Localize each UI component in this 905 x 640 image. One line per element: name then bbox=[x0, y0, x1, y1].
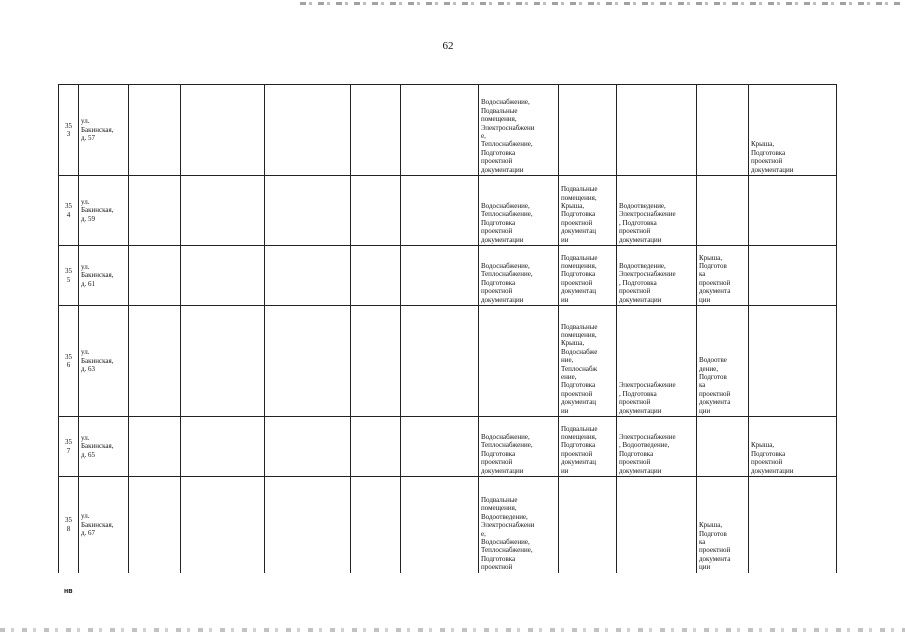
works-cell-b bbox=[559, 85, 617, 176]
empty-cell bbox=[351, 246, 401, 306]
empty-cell bbox=[265, 417, 351, 477]
works-cell-e bbox=[749, 246, 837, 306]
row-address: ул. Бакинская, д. 59 bbox=[79, 176, 129, 246]
footer-mark: нв bbox=[64, 588, 73, 595]
works-cell-e bbox=[749, 477, 837, 573]
empty-cell bbox=[351, 176, 401, 246]
empty-cell bbox=[265, 176, 351, 246]
works-cell-c bbox=[617, 85, 697, 176]
table-row bbox=[59, 246, 837, 306]
empty-cell bbox=[401, 306, 479, 417]
works-cell-b bbox=[559, 477, 617, 573]
empty-cell bbox=[181, 176, 265, 246]
empty-cell bbox=[401, 85, 479, 176]
scan-artifact-bottom bbox=[0, 628, 905, 632]
empty-cell bbox=[265, 306, 351, 417]
works-cell-a: Водоснабжение, Теплоснабжение, Подготовка проектной документации bbox=[479, 417, 559, 477]
works-cell-a bbox=[479, 306, 559, 417]
repair-schedule-table bbox=[58, 84, 837, 573]
page-number: 62 bbox=[442, 40, 454, 52]
row-number: 35 5 bbox=[59, 246, 79, 306]
works-cell-e: Крыша, Подготовка проектной документации bbox=[749, 85, 837, 176]
row-number: 35 6 bbox=[59, 306, 79, 417]
empty-cell bbox=[129, 306, 181, 417]
works-cell-d: Крыша, Подготов ка проектной документа ции bbox=[697, 477, 749, 573]
works-cell-d: Крыша, Подготов ка проектной документа ции bbox=[697, 246, 749, 306]
works-cell-c bbox=[617, 477, 697, 573]
empty-cell bbox=[181, 417, 265, 477]
works-cell-a: Водоснабжение, Подвальные помещения, Электроснабжени е, Теплоснабжение, Подготовка проектной документации bbox=[479, 85, 559, 176]
row-number: 35 8 bbox=[59, 477, 79, 573]
table-row bbox=[59, 85, 837, 176]
works-cell-e bbox=[749, 176, 837, 246]
empty-cell bbox=[129, 85, 181, 176]
row-number: 35 4 bbox=[59, 176, 79, 246]
scan-artifact-top bbox=[300, 2, 900, 5]
empty-cell bbox=[401, 246, 479, 306]
empty-cell bbox=[351, 306, 401, 417]
works-cell-a: Водоснабжение, Теплоснабжение, Подготовка проектной документации bbox=[479, 246, 559, 306]
empty-cell bbox=[351, 85, 401, 176]
empty-cell bbox=[129, 417, 181, 477]
works-cell-d bbox=[697, 176, 749, 246]
table-row bbox=[59, 477, 837, 573]
row-address: ул. Бакинская, д. 67 bbox=[79, 477, 129, 573]
works-cell-e bbox=[749, 306, 837, 417]
works-cell-a: Подвальные помещения, Водоотведение, Электроснабжени е, Водоснабжение, Теплоснабжение, Подготовка проектной bbox=[479, 477, 559, 573]
row-number: 35 7 bbox=[59, 417, 79, 477]
row-address: ул. Бакинская, д. 57 bbox=[79, 85, 129, 176]
table-row bbox=[59, 417, 837, 477]
row-number: 35 3 bbox=[59, 85, 79, 176]
empty-cell bbox=[181, 85, 265, 176]
empty-cell bbox=[351, 477, 401, 573]
row-address: ул. Бакинская, д. 61 bbox=[79, 246, 129, 306]
works-cell-b: Подвальные помещения, Подготовка проектной документац ии bbox=[559, 246, 617, 306]
works-cell-c: Электроснабжение , Водоотведение, Подготовка проектной документации bbox=[617, 417, 697, 477]
table-row bbox=[59, 306, 837, 417]
works-cell-b: Подвальные помещения, Крыша, Водоснабже ние, Теплоснабж ение, Подготовка проектной документац ии bbox=[559, 306, 617, 417]
empty-cell bbox=[265, 477, 351, 573]
row-address: ул. Бакинская, д. 65 bbox=[79, 417, 129, 477]
empty-cell bbox=[401, 417, 479, 477]
works-cell-d bbox=[697, 85, 749, 176]
works-cell-d bbox=[697, 417, 749, 477]
works-cell-e: Крыша, Подготовка проектной документации bbox=[749, 417, 837, 477]
table-row bbox=[59, 176, 837, 246]
empty-cell bbox=[351, 417, 401, 477]
works-cell-c: Электроснабжение , Подготовка проектной документации bbox=[617, 306, 697, 417]
works-cell-c: Водоотведение, Электроснабжение , Подготовка проектной документации bbox=[617, 176, 697, 246]
empty-cell bbox=[129, 246, 181, 306]
empty-cell bbox=[181, 477, 265, 573]
empty-cell bbox=[265, 85, 351, 176]
empty-cell bbox=[129, 477, 181, 573]
row-address: ул. Бакинская, д. 63 bbox=[79, 306, 129, 417]
empty-cell bbox=[181, 306, 265, 417]
empty-cell bbox=[401, 477, 479, 573]
empty-cell bbox=[181, 246, 265, 306]
works-cell-a: Водоснабжение, Теплоснабжение, Подготовка проектной документации bbox=[479, 176, 559, 246]
works-cell-b: Подвальные помещения, Подготовка проектной документац ии bbox=[559, 417, 617, 477]
works-cell-d: Водоотве дение, Подготов ка проектной документа ции bbox=[697, 306, 749, 417]
works-cell-b: Подвальные помещения, Крыша, Подготовка проектной документац ии bbox=[559, 176, 617, 246]
empty-cell bbox=[129, 176, 181, 246]
empty-cell bbox=[265, 246, 351, 306]
works-cell-c: Водоотведение, Электроснабжение , Подготовка проектной документации bbox=[617, 246, 697, 306]
empty-cell bbox=[401, 176, 479, 246]
